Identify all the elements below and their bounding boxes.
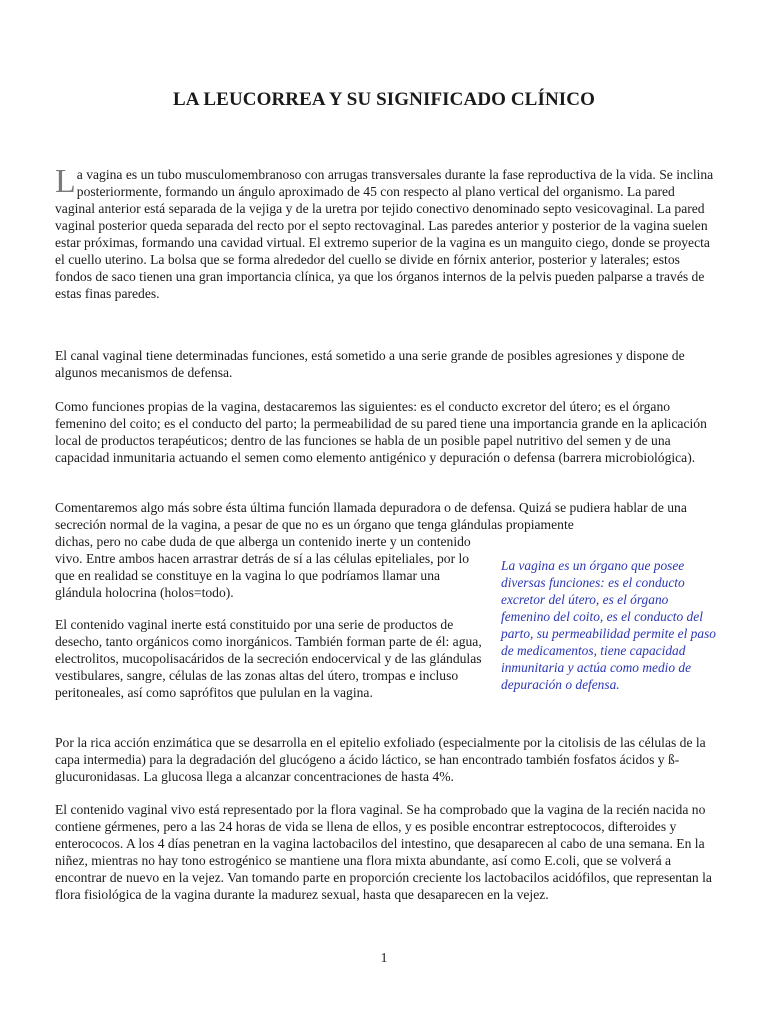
document-title: LA LEUCORREA Y SU SIGNIFICADO CLÍNICO [173,89,595,110]
paragraph-vaginal-flora: El contenido vaginal vivo está representado por la flora vaginal. Se ha comprobado que la vagina de la recién nacida no contiene gérmenes, pero a las 24 horas de vida se llena de ellos, y es posible encontrar estreptococos, difteroides y enterococos. A los 4 días penetran en la vagina lactobacilos del intestino, que desaparecen al cabo de una semana. En la niñez, mientras no hay tono estrogénico se mantiene una flora mixta abundante, así como E.coli, que se volverá a encontrar de nuevo en la vejez. Van tomando parte en proporción creciente los lactobacilos acidófilos, que representan la flora fisiológica de la vagina durante la madurez sexual, hasta que desaparecen en la vejez. [55,802,712,902]
drop-cap: L [55,163,76,200]
paragraph-enzymatic: Por la rica acción enzimática que se desarrolla en el epitelio exfoliado (especialmente por la citolisis de las células de la capa intermedia) para la degradación del glucógeno a ácido láctico, se han encontrado también fosfatos ácidos y ß-glucuronidasas. La glucosa llega a alcanzar concentraciones de hasta 4%. [55,735,706,784]
paragraph-inert-content: El contenido vaginal inerte está constituido por una serie de productos de desecho, tanto orgánicos como inorgánicos. También forman parte de él: agua, electrolitos, mucopolisacáridos de la secreción endocervical y de las glándulas vestibulares, sangre, células de las zonas altas del útero, trompas e incluso peritoneales, así como saprófitos que pululan en la vagina. [55,617,482,700]
paragraph-anatomy-text: a vagina es un tubo musculomembranoso con arrugas transversales durante la fase reproductiva de la vida. Se inclina posteriormente, formando un ángulo aproximado de 45 con respecto al plano vertical del organismo. La pared vaginal anterior está separada de la vejiga y de la uretra por tejido conectivo denominado septo vesicovaginal. La pared vaginal posterior queda separada del recto por el septo rectovaginal. Las paredes anterior y posterior de la vagina suelen estar próximas, formando una cavidad virtual. El extremo superior de la vagina es un manguito ciego, donde se proyecta el cuello uterino. La bolsa que se forma alrededor del cuello se divide en fórnix anterior, posterior y laterales; estos fondos de saco tienen una gran importancia clínica, ya que los órganos internos de la pelvis pueden palparse a través de estas finas paredes. [55,167,714,301]
paragraph-functions-intro: El canal vaginal tiene determinadas funciones, está sometido a una serie grande de posibles agresiones y dispone de algunos mecanismos de defensa. [55,348,685,380]
paragraph-functions-list: Como funciones propias de la vagina, destacaremos las siguientes: es el conducto excretor del útero; es el órgano femenino del coito; es el conducto del parto; la permeabilidad de su pared tiene una importancia grande en la aplicación local de productos terapéuticos; dentro de las funciones se habla de un posible papel nutritivo del semen y de una capacidad inmunitaria actuando el semen como elemento antigénico y depuración o defensa (barrera microbiológica). [55,399,707,465]
page-number: 1 [380,950,388,965]
paragraph-anatomy [55,163,715,302]
paragraph-defense-full: Comentaremos algo más sobre ésta última función llamada depuradora o de defensa. Quizá se pudiera hablar de una secreción normal de la vagina, a pesar de que no es un órgano que tenga glándulas propiamente [55,500,687,532]
paragraph-defense-narrow: dichas, pero no cabe duda de que alberga un contenido inerte y un contenido vivo. Entre ambos hacen arrastrar detrás de sí a las células epiteliales, por lo que en realidad se constituye en la vagina lo que podríamos llamar una glándula holocrina (holos=todo). [55,534,471,600]
pull-quote-callout: La vagina es un órgano que posee diversas funciones: es el conducto excretor del útero, es el órgano femenino del coito, es el conducto del parto, su permeabilidad permite el paso de medicamentos, tiene capacidad inmunitaria y actúa como medio de depuración o defensa. [501,558,716,692]
